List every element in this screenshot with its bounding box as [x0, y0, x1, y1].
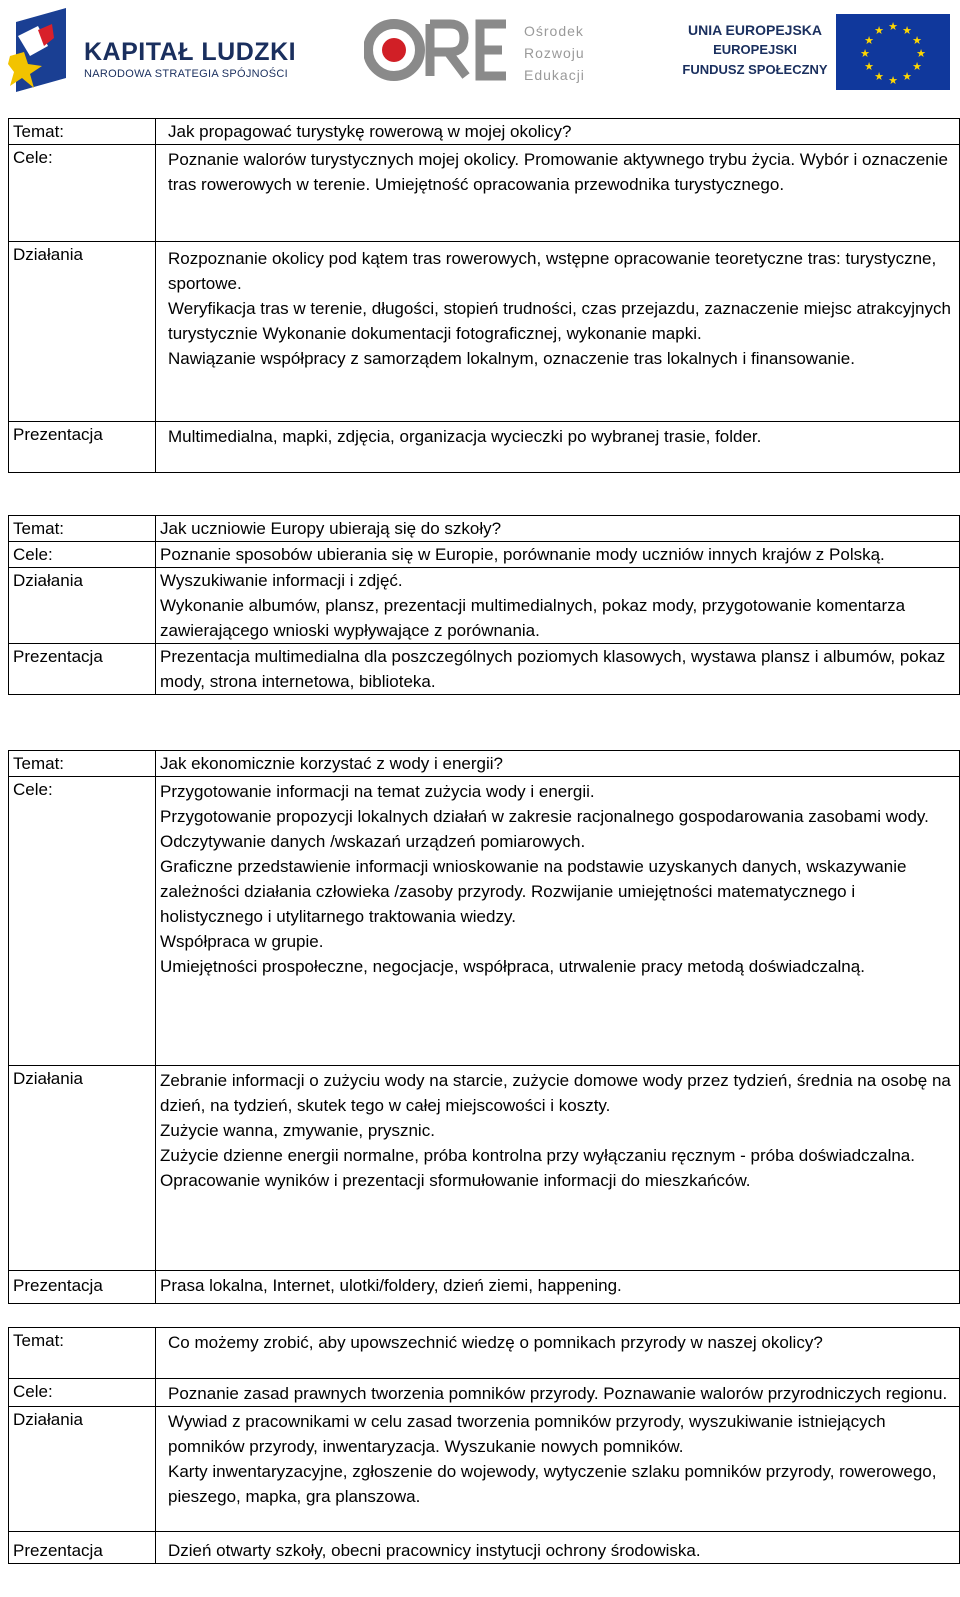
eu-line2: EUROPEJSKI — [713, 42, 797, 57]
cele-value — [156, 777, 960, 1066]
cele-line: Graficzne przedstawienie informacji wnioskowanie na podstawie uzyskanych danych, wskazywanie zależności działania człowieka /zasoby przyrody. Rozwijanie umiejętności matematycznego i holistycznego i utylitarnego traktowania wiedzy. — [160, 857, 907, 926]
prezentacja-label: Prezentacja — [9, 1532, 156, 1564]
cele-line: Odczytywanie danych /wskazań urządzeń pomiarowych. — [160, 832, 586, 851]
eu-line3: FUNDUSZ SPOŁECZNY — [682, 62, 828, 77]
topic-table-1 — [8, 118, 960, 473]
ore-name — [524, 20, 585, 86]
temat-label: Temat: — [9, 516, 156, 542]
svg-text:★: ★ — [916, 47, 926, 60]
prezentacja-value: Prezentacja multimedialna dla poszczególnych poziomych klasowych, wystawa plansz i albumów, pokaz mody, strona internetowa, biblioteka. — [156, 644, 960, 695]
temat-label: Temat: — [9, 751, 156, 777]
dzialania-label: Działania — [9, 1407, 156, 1532]
cele-line: Przygotowanie informacji na temat zużycia wody i energii. — [160, 782, 595, 801]
kapital-ludzki-logo — [8, 8, 298, 94]
cele-row — [9, 777, 960, 1066]
dzialania-line: Weryfikacja tras w terenie, długości, stopień trudności, czas przejazdu, zaznaczenie miejsc atrakcyjnych turystycznie Wykonanie dokumentacji fotograficznej, wykonanie mapki. — [168, 299, 951, 343]
cele-row — [9, 1379, 960, 1407]
temat-value: Jak ekonomicznie korzystać z wody i energii? — [156, 751, 960, 777]
prezentacja-value: Prasa lokalna, Internet, ulotki/foldery, dzień ziemi, happening. — [156, 1271, 960, 1304]
cele-line: Przygotowanie propozycji lokalnych działań w zakresie racjonalnego gospodarowania zasobami wody. — [160, 807, 929, 826]
cele-line: Poznanie sposobów ubierania się w Europie, porównanie mody uczniów innych krajów z Polską. — [160, 545, 885, 564]
svg-text:★: ★ — [864, 34, 874, 47]
dzialania-row — [9, 242, 960, 422]
prezentacja-row — [9, 1271, 960, 1304]
topic-table-3 — [8, 750, 960, 1304]
eu-name — [680, 20, 830, 80]
eu-line1: UNIA EUROPEJSKA — [687, 22, 823, 38]
cele-line: Umiejętności prospołeczne, negocjacje, współpraca, utrwalenie pracy metodą doświadczalną. — [160, 957, 865, 976]
kapital-ludzki-subtitle: NARODOWA STRATEGIA SPÓJNOŚCI — [84, 68, 288, 80]
temat-row — [9, 516, 960, 542]
dzialania-line: Zebranie informacji o zużyciu wody na starcie, zużycie domowe wody przez tydzień, średnia na osobę na dzień, na tydzień, skutek tego w całej miejscowości i koszty. — [160, 1071, 951, 1115]
cele-value — [156, 145, 960, 242]
cele-label: Cele: — [9, 542, 156, 568]
temat-row — [9, 751, 960, 777]
dzialania-line: Wykonanie albumów, plansz, prezentacji multimedialnych, pokaz mody, przygotowanie komentarza zawierającego wnioski wypływające z porównania. — [160, 596, 906, 640]
logo-header — [0, 0, 960, 100]
cele-label: Cele: — [9, 777, 156, 1066]
prezentacja-label: Prezentacja — [9, 644, 156, 695]
prezentacja-label: Prezentacja — [9, 422, 156, 473]
ore-line2: Rozwoju — [524, 45, 585, 61]
ore-letters-mark — [364, 14, 514, 86]
temat-label: Temat: — [9, 1328, 156, 1379]
prezentacja-label: Prezentacja — [9, 1271, 156, 1304]
temat-label: Temat: — [9, 119, 156, 145]
dzialania-label: Działania — [9, 242, 156, 422]
dzialania-line: Nawiązanie współpracy z samorządem lokalnym, oznaczenie tras lokalnych i finansowanie. — [168, 349, 855, 368]
dzialania-line: Opracowanie wyników i prezentacji sformułowanie informacji do mieszkańców. — [160, 1171, 751, 1190]
svg-text:★: ★ — [902, 70, 912, 83]
svg-text:★: ★ — [912, 60, 922, 73]
kapital-ludzki-emblem — [8, 8, 72, 94]
dzialania-row — [9, 1066, 960, 1271]
prezentacja-row — [9, 644, 960, 695]
dzialania-line: Wywiad z pracownikami w celu zasad tworzenia pomników przyrody, wyszukiwanie istniejących pomników przyrody, inwentaryzacja. Wyszukanie nowych pomników. — [168, 1412, 886, 1456]
cele-line: Poznanie walorów turystycznych mojej okolicy. Promowanie aktywnego trybu życia. Wybór i oznaczenie tras rowerowych w terenie. Umiejętność opracowania przewodnika turystycznego. — [168, 150, 948, 194]
temat-row — [9, 1328, 960, 1379]
cele-line: Współpraca w grupie. — [160, 932, 324, 951]
dzialania-value — [156, 242, 960, 422]
dzialania-label: Działania — [9, 1066, 156, 1271]
eu-logo — [680, 10, 958, 90]
prezentacja-row — [9, 1532, 960, 1564]
dzialania-row — [9, 1407, 960, 1532]
cele-line: Poznanie zasad prawnych tworzenia pomników przyrody. Poznawanie walorów przyrodniczych regionu. — [168, 1384, 948, 1403]
ore-logo — [364, 14, 614, 86]
temat-row — [9, 119, 960, 145]
cele-label: Cele: — [9, 1379, 156, 1407]
prezentacja-value: Multimedialna, mapki, zdjęcia, organizacja wycieczki po wybranej trasie, folder. — [156, 422, 960, 473]
cele-row — [9, 542, 960, 568]
svg-text:★: ★ — [864, 60, 874, 73]
temat-value: Jak propagować turystykę rowerową w mojej okolicy? — [156, 119, 960, 145]
dzialania-value — [156, 1407, 960, 1532]
temat-value: Co możemy zrobić, aby upowszechnić wiedzę o pomnikach przyrody w naszej okolicy? — [156, 1328, 960, 1379]
cele-label: Cele: — [9, 145, 156, 242]
dzialania-label: Działania — [9, 568, 156, 644]
cele-row — [9, 145, 960, 242]
dzialania-value — [156, 568, 960, 644]
dzialania-line: Zużycie dzienne energii normalne, próba kontrolna przy wyłączaniu ręcznym - próba doświadczalna. — [160, 1146, 915, 1165]
dzialania-line: Wyszukiwanie informacji i zdjęć. — [160, 571, 403, 590]
cele-value — [156, 542, 960, 568]
prezentacja-value: Dzień otwarty szkoły, obecni pracownicy instytucji ochrony środowiska. — [156, 1532, 960, 1564]
svg-text:★: ★ — [888, 20, 898, 33]
svg-text:★: ★ — [860, 47, 870, 60]
dzialania-row — [9, 568, 960, 644]
kapital-ludzki-title: KAPITAŁ LUDZKI — [84, 38, 297, 66]
temat-value: Jak uczniowie Europy ubierają się do szkoły? — [156, 516, 960, 542]
eu-flag-icon — [836, 14, 950, 90]
prezentacja-row — [9, 422, 960, 473]
svg-text:★: ★ — [874, 24, 884, 37]
dzialania-line: Karty inwentaryzacyjne, zgłoszenie do wojewody, wytyczenie szlaku pomników przyrody, rowerowego, pieszego, mapka, gra planszowa. — [168, 1462, 937, 1506]
topic-table-4 — [8, 1327, 960, 1564]
topic-table-2 — [8, 515, 960, 695]
svg-text:★: ★ — [902, 24, 912, 37]
dzialania-value — [156, 1066, 960, 1271]
dzialania-line: Zużycie wanna, zmywanie, prysznic. — [160, 1121, 435, 1140]
svg-text:★: ★ — [874, 70, 884, 83]
cele-value — [156, 1379, 960, 1407]
dzialania-line: Rozpoznanie okolicy pod kątem tras rowerowych, wstępne opracowanie teoretyczne tras: turystyczne, sportowe. — [168, 249, 937, 293]
svg-text:★: ★ — [888, 74, 898, 87]
ore-line1: Ośrodek — [524, 23, 584, 39]
svg-text:★: ★ — [912, 34, 922, 47]
ore-line3: Edukacji — [524, 67, 585, 83]
